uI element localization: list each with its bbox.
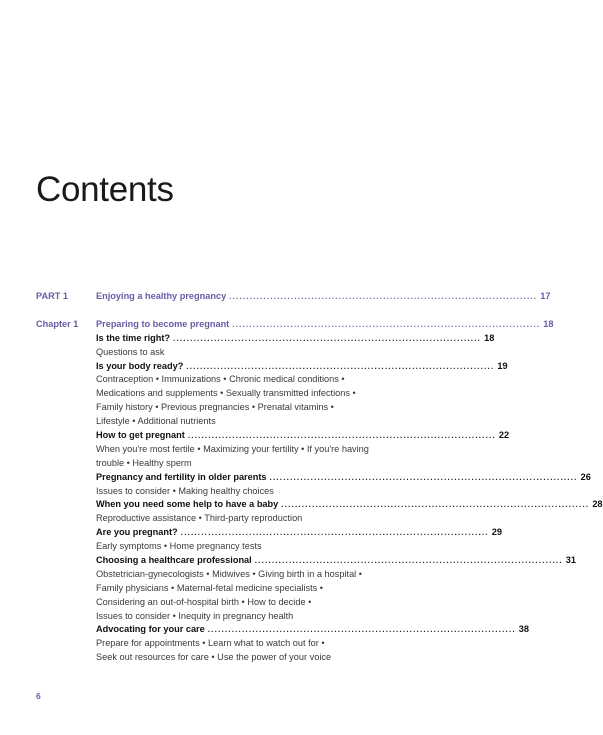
dot-leader: .......................................................................................... bbox=[180, 528, 489, 538]
toc-entry-page: 22 bbox=[498, 430, 510, 441]
toc-entry[interactable] bbox=[36, 360, 508, 374]
toc-topic-line: When you're most fertile • Maximizing your fertility • If you're having bbox=[96, 443, 369, 454]
toc-entry-line bbox=[96, 623, 530, 637]
toc-entry[interactable] bbox=[36, 429, 510, 443]
page-number: 6 bbox=[36, 691, 41, 701]
part-label: PART 1 bbox=[36, 291, 68, 301]
part-entry bbox=[96, 290, 551, 304]
toc-topic-line: Reproductive assistance • Third-party reproduction bbox=[96, 513, 303, 524]
toc-topic-line: trouble • Healthy sperm bbox=[96, 457, 192, 468]
table-of-contents bbox=[36, 290, 603, 665]
toc-topic-line: Lifestyle • Additional nutrients bbox=[96, 416, 216, 427]
dot-leader: .......................................................................................... bbox=[232, 319, 541, 329]
toc-topic-line: Questions to ask bbox=[96, 346, 165, 357]
toc-topic-line: Considering an out-of-hospital birth • How to decide • bbox=[96, 596, 312, 607]
part-row[interactable] bbox=[36, 290, 551, 304]
dot-leader: .......................................................................................... bbox=[229, 292, 538, 301]
toc-topic-row bbox=[36, 387, 402, 401]
toc-topic-line: Early symptoms • Home pregnancy tests bbox=[96, 541, 262, 552]
dot-leader: .......................................................................................... bbox=[187, 431, 496, 441]
toc-topic-line: Family history • Previous pregnancies • Prenatal vitamins • bbox=[96, 402, 334, 413]
toc-entry[interactable] bbox=[36, 471, 591, 485]
toc-entry-line bbox=[96, 554, 576, 568]
toc-topic-row bbox=[36, 651, 402, 665]
toc-entry-page: 31 bbox=[565, 555, 576, 566]
toc-topic-row bbox=[36, 637, 402, 651]
toc-entry-title: Are you pregnant? bbox=[96, 527, 178, 538]
chapter-title: Preparing to become pregnant bbox=[96, 318, 230, 329]
toc-entry-page: 28 bbox=[592, 499, 603, 510]
toc-topic-row bbox=[36, 415, 402, 429]
toc-entry-title: Is the time right? bbox=[96, 332, 171, 343]
toc-topic-line: Family physicians • Maternal-fetal medicine specialists • bbox=[96, 582, 324, 593]
toc-topic-row bbox=[36, 568, 402, 582]
toc-entry[interactable] bbox=[36, 498, 603, 512]
toc-entry-page: 29 bbox=[491, 527, 502, 538]
toc-entry-line bbox=[96, 332, 495, 346]
dot-leader: .......................................................................................... bbox=[269, 472, 578, 482]
dot-leader: .......................................................................................... bbox=[186, 361, 495, 371]
toc-topic-row bbox=[36, 596, 402, 610]
chapter-entry bbox=[96, 318, 554, 332]
toc-entry[interactable] bbox=[36, 554, 576, 568]
toc-topic-row bbox=[36, 443, 402, 457]
chapter-page: 18 bbox=[543, 318, 554, 329]
dot-leader: .......................................................................................... bbox=[173, 333, 482, 343]
toc-topic-row bbox=[36, 540, 402, 554]
toc-entry-line bbox=[96, 471, 591, 485]
chapter-row[interactable] bbox=[36, 318, 554, 332]
toc-entry-title: Is your body ready? bbox=[96, 360, 184, 371]
toc-entry-title: When you need some help to have a baby bbox=[96, 499, 279, 510]
toc-entry-title: Choosing a healthcare professional bbox=[96, 555, 252, 566]
toc-entry-title: Advocating for your care bbox=[96, 624, 205, 635]
dot-leader: .......................................................................................... bbox=[281, 500, 590, 510]
dot-leader: .......................................................................................... bbox=[207, 625, 516, 635]
toc-topic-line: Issues to consider • Inequity in pregnancy health bbox=[96, 610, 294, 621]
toc-topic-line: Obstetrician-gynecologists • Midwives • Giving birth in a hospital • bbox=[96, 568, 362, 579]
toc-entry-title: Pregnancy and fertility in older parents bbox=[96, 471, 267, 482]
toc-entry-page: 18 bbox=[484, 332, 495, 343]
toc-entry-line bbox=[96, 360, 508, 374]
toc-topic-row bbox=[36, 512, 402, 526]
toc-entry-page: 19 bbox=[497, 360, 508, 371]
toc-topic-row bbox=[36, 610, 402, 624]
spacer bbox=[36, 304, 402, 318]
toc-topic-line: Seek out resources for care • Use the power of your voice bbox=[96, 652, 332, 663]
toc-entry-title: How to get pregnant bbox=[96, 430, 185, 441]
toc-topic-row bbox=[36, 582, 402, 596]
toc-entry-line bbox=[96, 526, 502, 540]
toc-topic-line: Medications and supplements • Sexually transmitted infections • bbox=[96, 388, 356, 399]
dot-leader: .......................................................................................... bbox=[254, 556, 563, 566]
toc-entry[interactable] bbox=[36, 332, 495, 346]
toc-topic-row bbox=[36, 457, 402, 471]
part-title: Enjoying a healthy pregnancy bbox=[96, 291, 227, 301]
toc-entry-page: 38 bbox=[518, 624, 530, 635]
toc-topic-line: Contraception • Immunizations • Chronic medical conditions • bbox=[96, 374, 345, 385]
toc-topic-line: Issues to consider • Making healthy choices bbox=[96, 485, 274, 496]
part-page: 17 bbox=[540, 291, 551, 301]
toc-topic-row bbox=[36, 346, 402, 360]
page-title: Contents bbox=[36, 170, 174, 209]
toc-topic-row bbox=[36, 401, 402, 415]
toc-entry[interactable] bbox=[36, 526, 502, 540]
toc-entry-line bbox=[96, 498, 603, 512]
toc-topic-row bbox=[36, 485, 402, 499]
toc-entry[interactable] bbox=[36, 623, 530, 637]
toc-entry-page: 26 bbox=[580, 471, 591, 482]
chapter-label: Chapter 1 bbox=[36, 318, 79, 329]
toc-topic-row bbox=[36, 373, 402, 387]
section-list bbox=[36, 332, 603, 665]
toc-topic-line: Prepare for appointments • Learn what to watch out for • bbox=[96, 638, 325, 649]
toc-entry-line bbox=[96, 429, 510, 443]
